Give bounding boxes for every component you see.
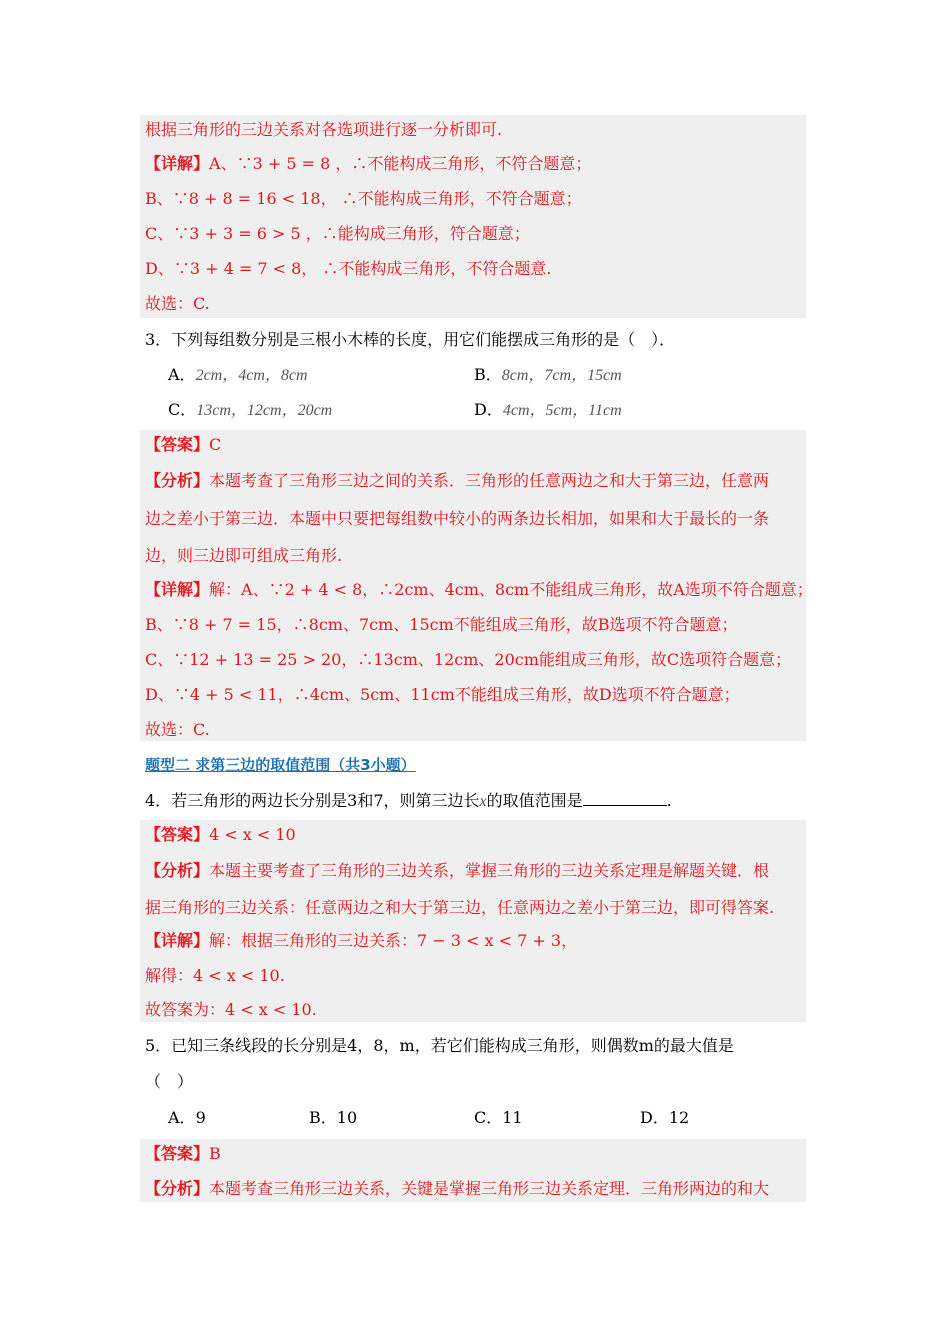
q3-option-c: C．13cm，12cm，20cm [168,400,333,419]
q4-analysis-2: 据三角形的三边关系：任意两边之和大于第三边，任意两边之差小于第三边，即可得答案. [145,898,775,917]
q3-detail-c: C、∵12 + 13 = 25 > 20，∴13cm、12cm、20cm能组成三角形，故C选项符合题意； [145,650,792,669]
q2-detail-a: 【详解】A、∵3 + 5 = 8 ，∴不能构成三角形，不符合题意； [145,154,592,173]
q5-option-b: B．10 [309,1108,358,1127]
q2-detail-b: B、∵8 + 8 = 16 < 18， ∴不能构成三角形，不符合题意； [145,189,582,208]
q3-answer: 【答案】C [145,435,222,454]
q3-stem: 3．下列每组数分别是三根小木棒的长度，用它们能摆成三角形的是（ ）． [145,330,676,349]
q2-detail-d: D、∵3 + 4 = 7 < 8， ∴不能构成三角形，不符合题意. [145,259,552,278]
q4-detail-2: 解得：4 < x < 10. [145,966,285,985]
q4-detail-1: 【详解】解：根据三角形的三边关系：7 − 3 < x < 7 + 3， [145,931,578,950]
answer-blank [583,789,667,806]
q3-option-a: A．2cm，4cm，8cm [168,365,308,384]
q5-option-a: A．9 [168,1108,206,1127]
q3-detail-b: B、∵8 + 7 = 15，∴8cm、7cm、15cm不能组成三角形，故B选项不符合题意； [145,615,738,634]
q5-analysis: 【分析】本题考查三角形三边关系，关键是掌握三角形三边关系定理．三角形两边的和大 [145,1179,770,1198]
section-heading: 题型二 求第三边的取值范围（共3小题） [145,756,416,774]
q5-stem-paren: （ ） [145,1072,194,1091]
q4-solution-block [140,820,806,1022]
q2-detail-c: C、∵3 + 3 = 6 > 5 ，∴能构成三角形，符合题意； [145,224,530,243]
q3-choice: 故选：C. [145,720,210,739]
q5-answer: 【答案】B [145,1144,221,1163]
q3-analysis-1: 【分析】本题考查了三角形三边之间的关系．三角形的任意两边之和大于第三边，任意两 [145,471,770,490]
q2-choice: 故选：C. [145,294,210,313]
q3-detail-a: 【详解】解：A、∵2 + 4 < 8，∴2cm、4cm、8cm不能组成三角形，故A选项不符合题意； [145,580,813,599]
q4-detail-3: 故答案为：4 < x < 10. [145,1000,317,1019]
q4-stem: 4．若三角形的两边长分别是3和7，则第三边长x的取值范围是 . [145,791,672,810]
q3-analysis-2: 边之差小于第三边．本题中只要把每组数中较小的两条边长相加，如果和大于最长的一条 [145,509,770,528]
q2-analysis-end: 根据三角形的三边关系对各选项进行逐一分析即可. [145,120,503,139]
q5-stem: 5．已知三条线段的长分别是4，8，m，若它们能构成三角形，则偶数m的最大值是 [145,1036,734,1055]
q2-solution-block [140,115,806,318]
q5-option-c: C．11 [474,1108,523,1127]
q3-option-d: D．4cm，5cm，11cm [474,400,622,419]
q5-option-d: D．12 [640,1108,690,1127]
q3-option-b: B．8cm，7cm，15cm [474,365,622,384]
q4-analysis-1: 【分析】本题主要考查了三角形的三边关系，掌握三角形的三边关系定理是解题关键．根 [145,861,770,880]
q3-analysis-3: 边，则三边即可组成三角形. [145,546,343,565]
q3-detail-d: D、∵4 + 5 < 11，∴4cm、5cm、11cm不能组成三角形，故D选项不符合题意； [145,685,740,704]
q4-answer: 【答案】4 < x < 10 [145,825,296,844]
